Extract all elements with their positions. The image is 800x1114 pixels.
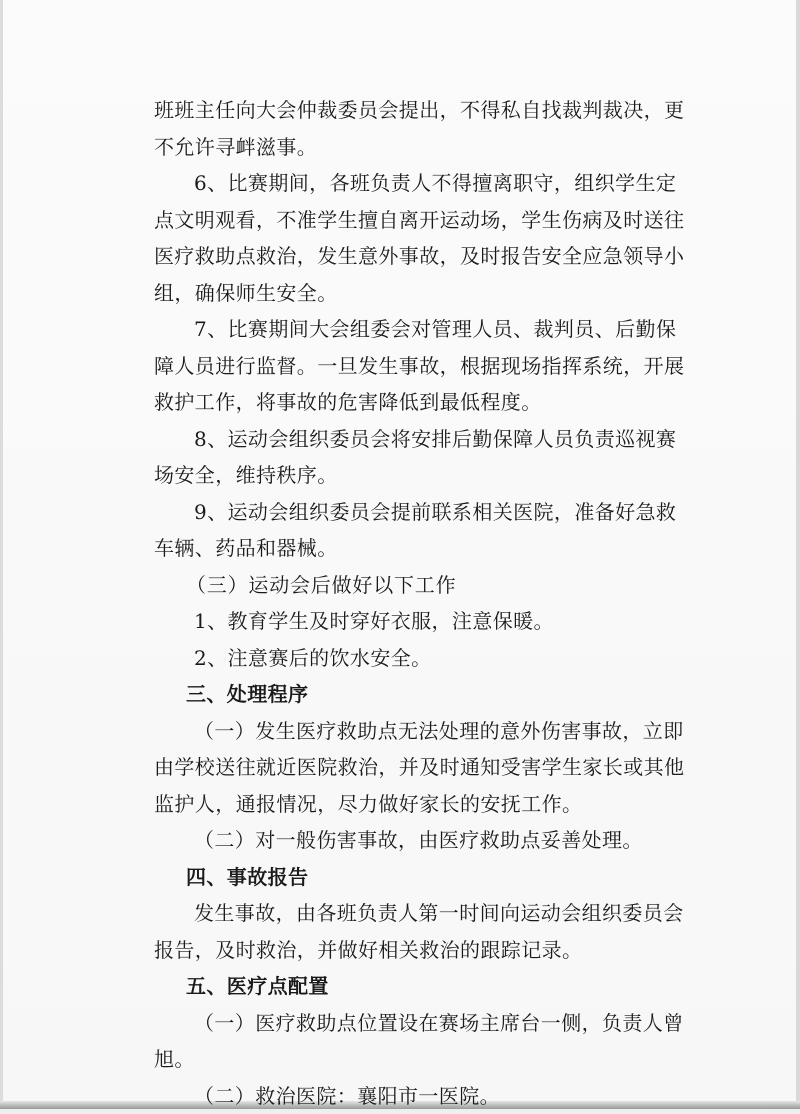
section-report — [154, 859, 674, 969]
paragraph-line: 7、比赛期间大会组委会对管理人员、裁判员、后勤保 — [154, 311, 674, 348]
section-medical — [154, 968, 674, 1114]
section-procedure — [154, 676, 674, 859]
paragraph-line: 8、运动会组织委员会将安排后勤保障人员负责巡视赛 — [154, 421, 674, 458]
paragraph-line: （一）发生医疗救助点无法处理的意外伤害事故，立即 — [154, 713, 674, 750]
paragraph-line: 旭。 — [154, 1041, 674, 1078]
paragraph-line: 报告，及时救治，并做好相关救治的跟踪记录。 — [154, 932, 674, 969]
paragraph-line: 车辆、药品和器械。 — [154, 530, 674, 567]
document-body — [154, 92, 674, 1114]
paragraph-line: 不允许寻衅滋事。 — [154, 129, 674, 166]
section-rules-continued — [154, 92, 674, 567]
paragraph-line: 点文明观看，不准学生擅自离开运动场，学生伤病及时送往 — [154, 202, 674, 239]
paragraph-line: 由学校送往就近医院救治，并及时通知受害学生家长或其他 — [154, 749, 674, 786]
scan-edge-right — [796, 0, 800, 1109]
paragraph-line: 救护工作，将事故的危害降低到最低程度。 — [154, 384, 674, 421]
paragraph-line: 医疗救助点救治，发生意外事故，及时报告安全应急领导小 — [154, 238, 674, 275]
paragraph-line: （二）救治医院：襄阳市一医院。 — [154, 1078, 674, 1114]
paragraph-line: 6、比赛期间，各班负责人不得擅离职守，组织学生定 — [154, 165, 674, 202]
paragraph-line: 场安全，维持秩序。 — [154, 457, 674, 494]
scan-edge-left — [0, 0, 3, 1109]
paragraph-line: （一）医疗救助点位置设在赛场主席台一侧，负责人曾 — [154, 1005, 674, 1042]
paragraph-line: 监护人，通报情况，尽力做好家长的安抚工作。 — [154, 786, 674, 823]
subsection-heading: （三）运动会后做好以下工作 — [154, 567, 674, 604]
paragraph-line: 班班主任向大会仲裁委员会提出，不得私自找裁判裁决，更 — [154, 92, 674, 129]
paragraph-line: 2、注意赛后的饮水安全。 — [154, 640, 674, 677]
paragraph-line: 发生事故，由各班负责人第一时间向运动会组织委员会 — [154, 895, 674, 932]
paragraph-line: 组，确保师生安全。 — [154, 275, 674, 312]
paragraph-line: 9、运动会组织委员会提前联系相关医院，准备好急救 — [154, 494, 674, 531]
section-heading: 五、医疗点配置 — [154, 968, 674, 1005]
paragraph-line: （二）对一般伤害事故，由医疗救助点妥善处理。 — [154, 822, 674, 859]
section-heading: 四、事故报告 — [154, 859, 674, 896]
section-heading: 三、处理程序 — [154, 676, 674, 713]
section-after-games — [154, 567, 674, 677]
paragraph-line: 障人员进行监督。一旦发生事故，根据现场指挥系统，开展 — [154, 348, 674, 385]
paragraph-line: 1、教育学生及时穿好衣服，注意保暖。 — [154, 603, 674, 640]
